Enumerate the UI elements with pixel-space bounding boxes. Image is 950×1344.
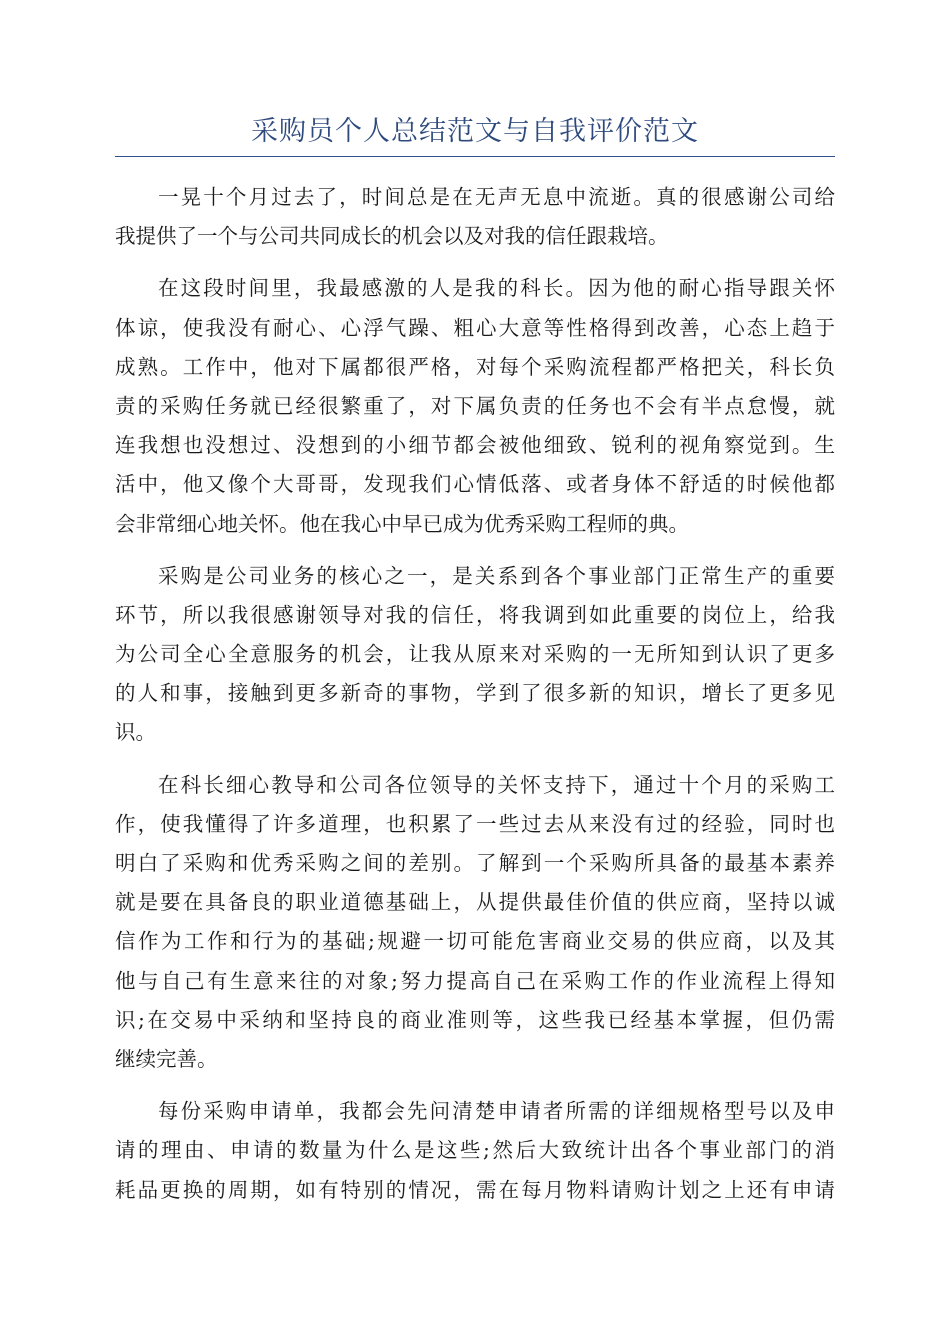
paragraph-line: 体谅，使我没有耐心、心浮气躁、粗心大意等性格得到改善，心态上趋于: [115, 315, 835, 340]
paragraph-line: 成熟。工作中，他对下属都很严格，对每个采购流程都严格把关，科长负: [115, 354, 835, 379]
paragraph-2: [115, 269, 835, 543]
paragraph-1: [115, 178, 835, 256]
paragraph-line: 的人和事，接触到更多新奇的事物，学到了很多新的知识，增长了更多见: [115, 681, 835, 706]
paragraph-line: 他与自己有生意来往的对象;努力提高自己在采购工作的作业流程上得知: [115, 968, 835, 993]
paragraph-line: 在这段时间里，我最感激的人是我的科长。因为他的耐心指导跟关怀: [158, 276, 835, 301]
paragraph-line: 连我想也没想过、没想到的小细节都会被他细致、锐利的视角察觉到。生: [115, 433, 835, 458]
paragraph-line: 信作为工作和行为的基础;规避一切可能危害商业交易的供应商，以及其: [115, 929, 835, 954]
paragraph-line: 责的采购任务就已经很繁重了，对下属负责的任务也不会有半点怠慢，就: [115, 393, 835, 418]
paragraph-line: 耗品更换的周期，如有特别的情况，需在每月物料请购计划之上还有申请: [115, 1177, 835, 1202]
paragraph-line: 一晃十个月过去了，时间总是在无声无息中流逝。真的很感谢公司给: [158, 185, 835, 209]
paragraph-5: [115, 1092, 835, 1210]
paragraph-line: 为公司全心全意服务的机会，让我从原来对采购的一无所知到认识了更多: [115, 642, 835, 667]
paragraph-line: 明白了采购和优秀采购之间的差别。了解到一个采购所具备的最基本素养: [115, 851, 835, 875]
paragraph-4: [115, 766, 835, 1080]
paragraph-line: 继续完善。: [115, 1046, 218, 1071]
paragraph-line: 就是要在具备良的职业道德基础上，从提供最佳价值的供应商，坚持以诚: [115, 890, 835, 915]
paragraph-line: 会非常细心地关怀。他在我心中早已成为优秀采购工程师的典。: [115, 511, 689, 536]
paragraph-line: 在科长细心教导和公司各位领导的关怀支持下，通过十个月的采购工: [158, 772, 835, 797]
paragraph-line: 识。: [115, 720, 156, 745]
paragraph-line: 识;在交易中采纳和坚持良的商业准则等，这些我已经基本掌握，但仍需: [115, 1007, 835, 1032]
document-body: [115, 178, 835, 1223]
paragraph-line: 环节，所以我很感谢领导对我的信任，将我调到如此重要的岗位上，给我: [115, 602, 835, 627]
paragraph-line: 作，使我懂得了许多道理，也积累了一些过去从来没有过的经验，同时也: [115, 811, 835, 836]
paragraph-line: 采购是公司业务的核心之一，是关系到各个事业部门正常生产的重要: [158, 563, 835, 588]
paragraph-line: 活中，他又像个大哥哥，发现我们心情低落、或者身体不舒适的时候他都: [115, 472, 835, 497]
document-title: 采购员个人总结范文与自我评价范文: [251, 116, 699, 147]
paragraph-line: 请的理由、申请的数量为什么是这些;然后大致统计出各个事业部门的消: [115, 1138, 835, 1163]
paragraph-line: 每份采购申请单，我都会先问清楚申请者所需的详细规格型号以及申: [158, 1099, 835, 1124]
paragraph-3: [115, 557, 835, 753]
title-block: [115, 112, 835, 157]
paragraph-line: 我提供了一个与公司共同成长的机会以及对我的信任跟栽培。: [115, 224, 669, 249]
